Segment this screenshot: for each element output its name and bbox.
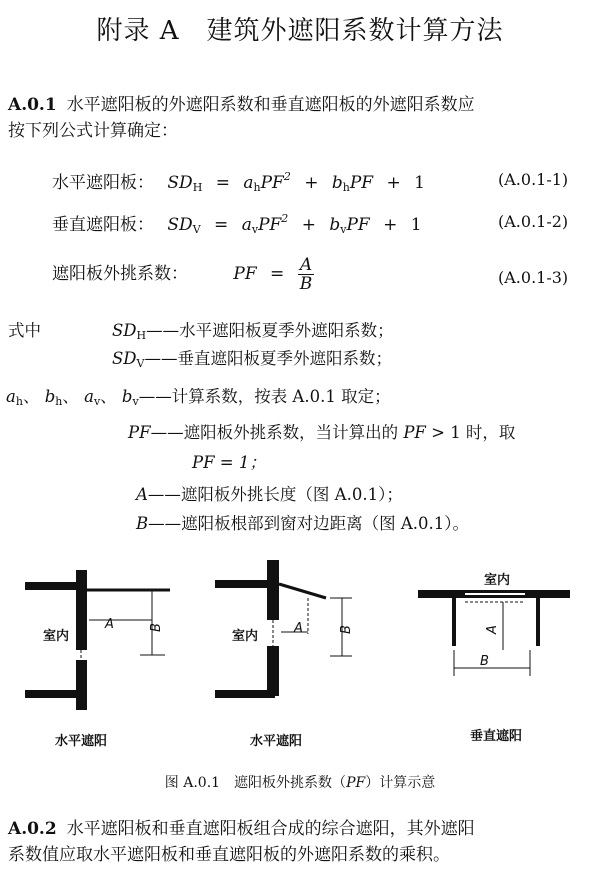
clause-text: 系数值应取水平遮阳板和垂直遮阳板的外遮阳系数的乘积。 — [8, 845, 450, 865]
formula-vertical: 垂直遮阳板： $SD_V = a_vPF^2 + b_vPF + 1$ — [52, 212, 422, 236]
dimension-a-label: A — [485, 625, 500, 634]
formula-label: 水平遮阳板： — [52, 173, 154, 193]
room-label: 室内 — [43, 629, 70, 644]
diagram-caption: 水平遮阳 — [250, 734, 303, 749]
equation-number: (A.0.1-3) — [498, 268, 569, 287]
figure-caption: 图 A.0.1 遮阳板外挑系数（PF）计算示意 — [164, 775, 436, 791]
definition-a: A——遮阳板外挑长度（图 A.0.1）； — [136, 485, 403, 504]
definition-coefficients: $a_h$、 $b_h$、 $a_v$、 $b_v——$计算系数，按表 A.0.1 取定； — [6, 387, 391, 408]
clause-number: A.0.2 — [8, 819, 57, 839]
definition-b: B——遮阳板根部到窗对边距离（图 A.0.1）。 — [136, 514, 470, 533]
definition-sdh: $SD_H——$水平遮阳板夏季外遮阳系数； — [112, 321, 394, 342]
room-label: 室内 — [232, 629, 259, 644]
clause-text: 水平遮阳板的外遮阳系数和垂直遮阳板的外遮阳系数应 — [66, 95, 475, 115]
definitions-intro: 式中 — [8, 321, 41, 340]
definition-sdv: $SD_V——$垂直遮阳板夏季外遮阳系数； — [112, 349, 392, 370]
clause-a01 — [8, 92, 593, 144]
dimension-b-label: B — [149, 623, 164, 632]
dimension-b-label: B — [480, 654, 489, 669]
clause-text: 水平遮阳板和垂直遮阳板组合成的综合遮阳，其外遮阳 — [66, 819, 475, 839]
dimension-b-label: B — [339, 625, 354, 634]
room-label: 室内 — [484, 573, 511, 588]
clause-text: 按下列公式计算确定： — [8, 121, 178, 141]
equation-number: (A.0.1-2) — [498, 212, 569, 231]
dimension-a-label: A — [105, 617, 114, 632]
formula-horizontal: 水平遮阳板： $SD_H = a_hPF^2 + b_hPF + 1$ — [52, 170, 425, 194]
diagram-caption: 水平遮阳 — [55, 734, 108, 749]
formula-pf: 遮阳板外挑系数： PF = $\frac{A}{B}$ — [52, 255, 313, 294]
equation-number: (A.0.1-1) — [498, 170, 569, 189]
dimension-a-label: A — [294, 621, 303, 636]
clause-a02 — [8, 816, 593, 868]
formula-label: 遮阳板外挑系数： — [52, 264, 188, 284]
definition-pf-line2: PF = 1； — [192, 453, 266, 472]
definition-pf: PF——遮阳板外挑系数，当计算出的 PF > 1 时，取 — [128, 423, 516, 442]
shading-diagrams — [0, 550, 600, 770]
formula-label: 垂直遮阳板： — [52, 215, 154, 235]
page-title: 附录 A 建筑外遮阳系数计算方法 — [96, 16, 504, 46]
diagram-caption: 垂直遮阳 — [470, 729, 523, 744]
clause-number: A.0.1 — [8, 95, 57, 115]
